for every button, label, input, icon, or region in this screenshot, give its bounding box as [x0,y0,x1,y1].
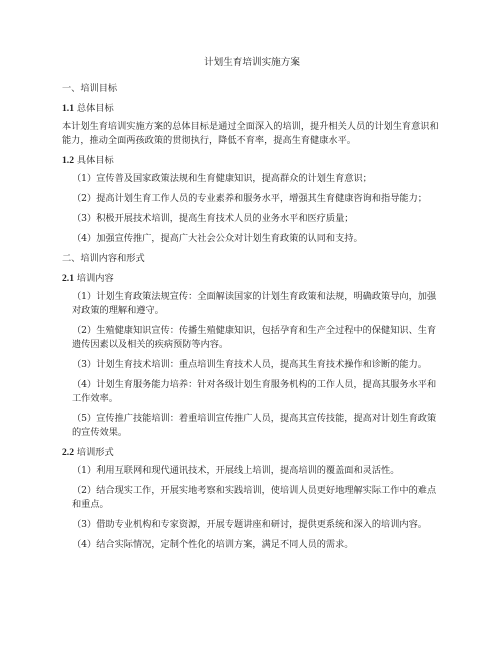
subsection-number: 2.1 [62,273,74,284]
list-item: （4）加强宣传推广，提高广大社会公众对计划生育政策的认同和支持。 [72,233,363,244]
list-item: （3）积极开展技术培训，提高生育技术人员的业务水平和医疗质量； [72,213,354,224]
list-item: （4）计划生育服务能力培养：针对各级计划生育服务机构的工作人员，提高其服务水平和工作效率。 [72,379,437,404]
list-item: （5）宣传推广技能培训：着重培训宣传推广人员，提高其宣传技能，提高对计划生育政策的宣传效果。 [72,413,437,438]
subsection-number: 2.2 [62,447,74,458]
document-title: 计划生育培训实施方案 [204,57,300,68]
list-item: （1）宣传普及国家政策法规和生育健康知识，提高群众的计划生育意识； [72,173,372,184]
subsection-title: 培训形式 [76,447,114,458]
section-heading-1: 一、培训目标 [62,83,118,94]
subsection-title: 培训内容 [76,273,114,284]
list-item: （4）结合实际情况，定制个性化的培训方案，满足不同人员的需求。 [72,539,354,550]
list-item: （2）结合现实工作，开展实地考察和实践培训，使培训人员更好地理解实际工作中的难点和重点。 [72,485,437,510]
subsection-heading-2-1 [62,272,442,286]
subsection-number: 1.2 [62,155,74,166]
subsection-heading-2-2 [62,446,442,460]
list-item: （2）提高计划生育工作人员的专业素养和服务水平，增强其生育健康咨询和指导能力； [72,193,427,204]
section-heading-2: 二、培训内容和形式 [62,253,145,264]
list-item: （3）借助专业机构和专家资源，开展专题讲座和研讨，提供更系统和深入的培训内容。 [72,519,427,530]
subsection-title: 总体目标 [76,103,114,114]
subsection-number: 1.1 [62,103,74,114]
subsection-title: 具体目标 [76,155,114,166]
document-page [62,56,442,558]
list-item: （2）生殖健康知识宣传：传播生殖健康知识，包括孕育和生产全过程中的保健知识、生育遗传因素以及相关的疾病预防等内容。 [72,325,437,350]
subsection-heading-1-1 [62,102,442,116]
subsection-heading-1-2 [62,154,442,168]
list-item: （1）计划生育政策法规宣传：全面解读国家的计划生育政策和法规，明确政策导向，加强对政策的理解和遵守。 [72,291,437,316]
list-item: （3）计划生育技术培训：重点培训生育技术人员，提高其生育技术操作和诊断的能力。 [72,359,427,370]
list-item: （1）利用互联网和现代通讯技术，开展线上培训，提高培训的覆盖面和灵活性。 [72,465,400,476]
overall-goal-paragraph: 本计划生育培训实施方案的总体目标是通过全面深入的培训，提升相关人员的计划生育意识和能力，推动全面两孩政策的贯彻执行，降低不育率，提高生育健康水平。 [62,121,439,146]
